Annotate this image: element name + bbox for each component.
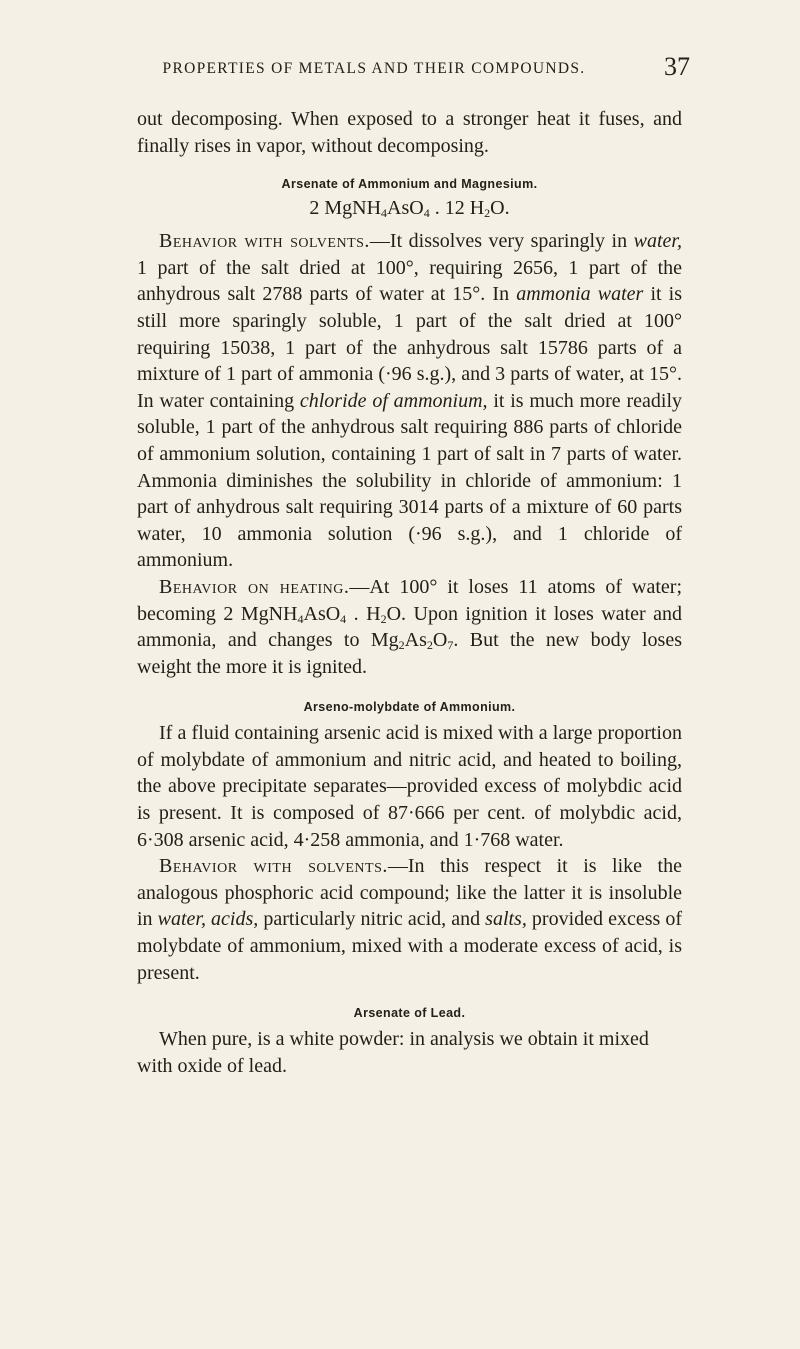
intro-paragraph: out decomposing. When exposed to a stronger heat it fuses, and finally rises in vapor, without decomposing. <box>137 108 682 157</box>
page-number: 37 <box>664 52 690 81</box>
running-header <box>118 48 690 84</box>
paragraph-arsenate-lead: When pure, is a white powder: in analysis we obtain it mixed with oxide of lead. <box>137 1028 649 1077</box>
paragraph-lead: Behavior on heating. <box>159 575 350 598</box>
chemical-formula: 2 MgNH$_4$AsO$_4$ . 12 $H_2O$. <box>309 197 510 221</box>
paragraph-behavior-heating: Behavior on heating.—At 100° it loses 11 atoms of water; becoming 2 MgNH$_4$AsO$_4$ . $H_2O$. Upon ignition it loses water and ammonia, and changes to $Mg_2As_2O_7$. But the new body loses weight the more it is ignited. <box>137 575 683 678</box>
section-heading-arsenate-ammonium-magnesium: Arsenate of Ammonium and Magnesium. <box>281 177 538 192</box>
section-heading-arseno-molybdate: Arseno-molybdate of Ammonium. <box>303 700 516 715</box>
paragraph-lead: Behavior with solvents. <box>159 855 388 878</box>
paragraph-behavior-solvents-2: Behavior with solvents.—In this respect it is like the analogous phosphoric acid compound; like the latter it is insoluble in water, acids, particularly nitric acid, and salts, provided excess of molybdate of ammonium, mixed with a moderate excess of acid, is present. <box>137 855 682 984</box>
paragraph-lead: Behavior with solvents. <box>159 230 370 253</box>
section-heading-arsenate-lead: Arsenate of Lead. <box>353 1006 466 1021</box>
page-body <box>137 106 682 1079</box>
running-title: PROPERTIES OF METALS AND THEIR COMPOUNDS. <box>162 60 586 77</box>
paragraph-arseno-molybdate: If a fluid containing arsenic acid is mixed with a large proportion of molybdate of ammonium and nitric acid, and heated to boiling, the above precipitate separates—provided excess of molybdic acid is present. It is composed of 87·666 per cent. of molybdic acid, 6·308 arsenic acid, 4·258 ammonia, and 1·768 water. <box>137 722 682 851</box>
paragraph-behavior-solvents: Behavior with solvents.—It dissolves very sparingly in water, 1 part of the salt dried at 100°, requiring 2656, 1 part of the anhydrous salt 2788 parts of water at 15°. In ammonia water it is still more sparingly soluble, 1 part of the salt dried at 100° requiring 15038, 1 part of the anhydrous salt 15786 parts of a mixture of 1 part of ammonia (·96 s.g.), and 3 parts of water, at 15°. In water containing chloride of ammonium, it is much more readily soluble, 1 part of the anhydrous salt requiring 886 parts of chloride of ammonium solution, containing 1 part of salt in 7 parts of water. Ammonia diminishes the solubility in chloride of ammonium: 1 part of anhydrous salt requiring 3014 parts of a mixture of 60 parts water, 10 ammonia solution (·96 s.g.), and 1 chloride of ammonium. <box>137 230 683 572</box>
